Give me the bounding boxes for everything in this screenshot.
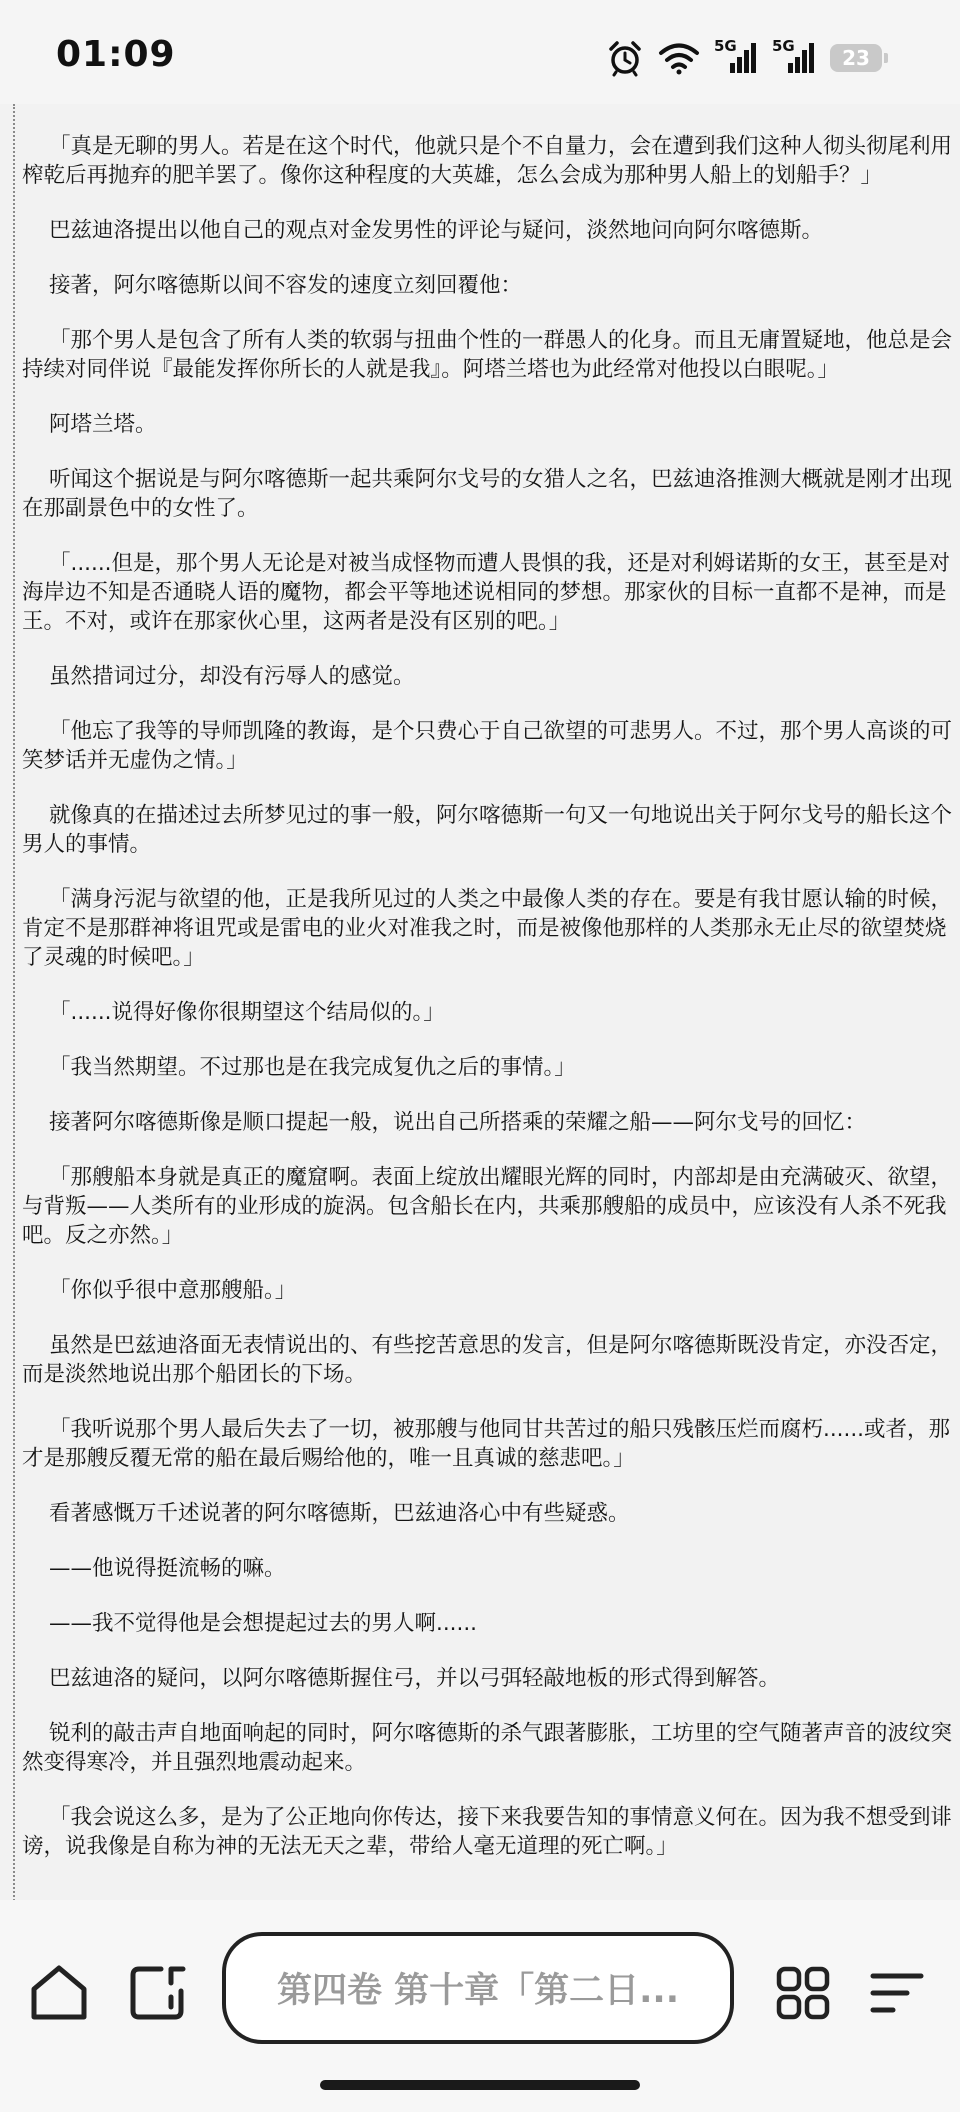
paragraph: 「那艘船本身就是真正的魔窟啊。表面上绽放出耀眼光辉的同时，内部却是由充满破灭、欲望，与背叛——人类所有的业形成的旋涡。包含船长在内，共乘那艘船的成员中，应该没有人杀不死我吧。反之亦然。」 (22, 1165, 953, 1248)
status-icons (606, 38, 882, 78)
home-indicator[interactable] (320, 2080, 640, 2090)
paragraph: 虽然措词过分，却没有污辱人的感觉。 (49, 664, 415, 689)
paragraph: 「我听说那个男人最后失去了一切，被那艘与他同甘共苦过的船只残骸压烂而腐朽......或者，那才是那艘反覆无常的船在最后赐给他的，唯一且真诚的慈悲吧。」 (22, 1417, 951, 1471)
paragraph: 看著感慨万千述说著的阿尔喀德斯，巴兹迪洛心中有些疑惑。 (49, 1501, 630, 1526)
export-button[interactable] (122, 1958, 192, 2028)
paragraph: 阿塔兰塔。 (49, 412, 157, 437)
home-icon (28, 1963, 90, 2023)
paragraph: 巴兹迪洛提出以他自己的观点对金发男性的评论与疑问，淡然地问向阿尔喀德斯。 (49, 218, 824, 243)
paragraph: 「真是无聊的男人。若是在这个时代，他就只是个不自量力，会在遭到我们这种人彻头彻尾利用榨乾后再抛弃的肥羊罢了。像你这种程度的大英雄，怎么会成为那种男人船上的划船手？」 (22, 134, 953, 188)
paragraph: 「满身污泥与欲望的他，正是我所见过的人类之中最像人类的存在。要是有我甘愿认输的时候，肯定不是那群神将诅咒或是雷电的业火对准我之时，而是被像他那样的人类那永无止尽的欲望焚烧了灵魂的时候吧。」 (22, 887, 953, 970)
paragraph: 接著阿尔喀德斯像是顺口提起一般，说出自己所搭乘的荣耀之船——阿尔戈号的回忆： (49, 1110, 867, 1135)
home-button[interactable] (24, 1958, 94, 2028)
page-edge-divider (13, 104, 15, 1916)
grid-icon (774, 1964, 832, 2022)
paragraph: 听闻这个据说是与阿尔喀德斯一起共乘阿尔戈号的女猎人之名，巴兹迪洛推测大概就是刚才出现在那副景色中的女性了。 (22, 467, 953, 521)
paragraph: 「我当然期望。不过那也是在我完成复仇之后的事情。」 (49, 1055, 576, 1080)
clock-time: 01:09 (56, 34, 176, 75)
battery-icon (830, 44, 882, 72)
paragraph: 巴兹迪洛的疑问，以阿尔喀德斯握住弓，并以弓弭轻敲地板的形式得到解答。 (49, 1666, 781, 1691)
paragraph: 「他忘了我等的导师凯隆的教诲，是个只费心于自己欲望的可悲男人。不过，那个男人高谈的可笑梦话并无虚伪之情。」 (22, 719, 953, 773)
paragraph: 锐利的敲击声自地面响起的同时，阿尔喀德斯的杀气跟著膨胀，工坊里的空气随著声音的波纹突然变得寒冷，并且强烈地震动起来。 (22, 1721, 953, 1775)
menu-button[interactable] (862, 1958, 932, 2028)
status-bar (0, 0, 960, 108)
battery-level: 23 (842, 46, 870, 70)
paragraph: ——他说得挺流畅的嘛。 (49, 1556, 286, 1581)
signal-icon (772, 37, 816, 75)
export-icon (127, 1963, 187, 2023)
paragraph: 「你似乎很中意那艘船。」 (49, 1278, 297, 1303)
signal-icon (714, 37, 758, 75)
paragraph: 就像真的在描述过去所梦见过的事一般，阿尔喀德斯一句又一句地说出关于阿尔戈号的船长这个男人的事情。 (22, 803, 953, 857)
network-type-2: 5G (772, 37, 795, 55)
paragraph: 接著，阿尔喀德斯以间不容发的速度立刻回覆他： (49, 273, 523, 298)
network-type-1: 5G (714, 37, 737, 55)
paragraph: 虽然是巴兹迪洛面无表情说出的、有些挖苦意思的发言，但是阿尔喀德斯既没肯定，亦没否定，而是淡然地说出那个船团长的下场。 (22, 1333, 953, 1387)
paragraph: 「......但是，那个男人无论是对被当成怪物而遭人畏惧的我，还是对利姆诺斯的女王，甚至是对海岸边不知是否通晓人语的魔物，都会平等地述说相同的梦想。那家伙的目标一直都不是神，而是王。不对，或许在那家伙心里，这两者是没有区别的吧。」 (22, 551, 951, 634)
paragraph: ——我不觉得他是会想提起过去的男人啊...... (49, 1611, 478, 1636)
wifi-icon (658, 41, 700, 75)
chapter-text (22, 132, 952, 1887)
bottom-toolbar (0, 1900, 960, 2112)
reader-page[interactable] (0, 104, 960, 1916)
grid-button[interactable] (768, 1958, 838, 2028)
alarm-icon (606, 39, 644, 77)
paragraph: 「那个男人是包含了所有人类的软弱与扭曲个性的一群愚人的化身。而且无庸置疑地，他总是会持续对同伴说『最能发挥你所长的人就是我』。阿塔兰塔也为此经常对他投以白眼呢。」 (22, 328, 953, 382)
paragraph: 「我会说这么多，是为了公正地向你传达，接下来我要告知的事情意义何在。因为我不想受到诽谤，说我像是自称为神的无法无天之辈，带给人毫无道理的死亡啊。」 (22, 1805, 953, 1859)
menu-icon (869, 1968, 925, 2018)
paragraph: 「......说得好像你很期望这个结局似的。」 (49, 1000, 445, 1025)
chapter-title: 第四卷 第十章「第二日... (276, 1971, 680, 2011)
chapter-title-button[interactable] (222, 1932, 734, 2044)
